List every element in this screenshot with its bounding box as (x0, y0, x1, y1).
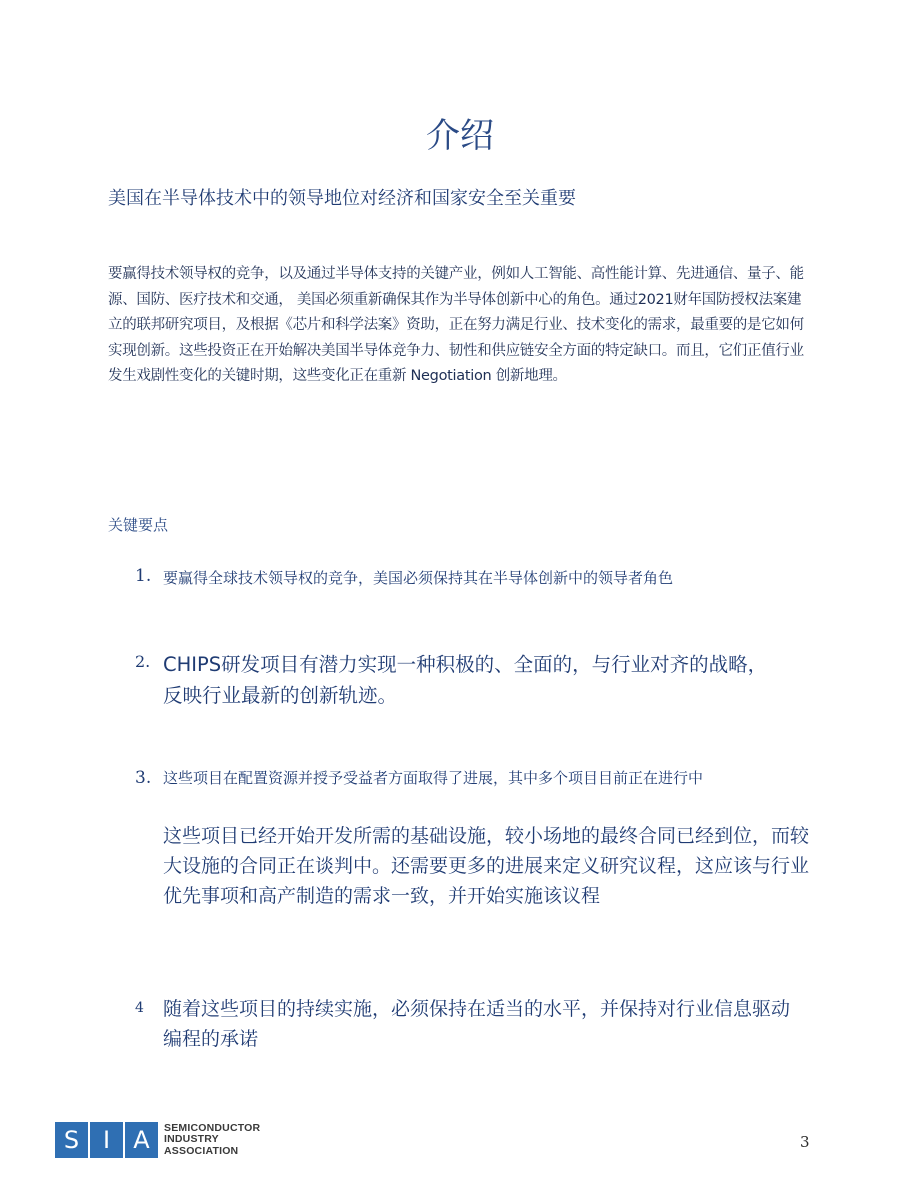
key-point-number: 4 (135, 1000, 144, 1016)
sia-logo (55, 1122, 260, 1158)
page-title: 介绍 (426, 116, 494, 156)
key-point-text: 随着这些项目的持续实施，必须保持在适当的水平，并保持对行业信息驱动编程的承诺 (163, 998, 791, 1050)
key-point-detail: 这些项目已经开始开发所需的基础设施，较小场地的最终合同已经到位，而较大设施的合同正在谈判中。还需要更多的进展来定义研究议程，这应该与行业优先事项和高产制造的需求一致，并开始实施该议程 (163, 825, 810, 907)
key-point-number: 3. (135, 768, 152, 788)
key-point-number: 2. (135, 652, 151, 671)
logo-line: SEMICONDUCTOR (164, 1121, 261, 1134)
logo-line: INDUSTRY (164, 1133, 219, 1146)
key-points-heading: 关键要点 (108, 516, 169, 534)
key-point-text: CHIPS研发项目有潜力实现一种积极的、全面的，与行业对齐的战略，反映行业最新的创新轨迹。 (163, 653, 768, 707)
intro-paragraph: 要赢得技术领导权的竞争，以及通过半导体支持的关键产业，例如人工智能、高性能计算、先进通信、量子、能源、国防、医疗技术和交通， 美国必须重新确保其作为半导体创新中心的角色。通过2021财年国防授权法案建立的联邦研究项目，及根据《芯片和科学法案》资助，正在努力满足行业、技术变化的需求，最重要的是它如何实现创新。这些投资正在开始解决美国半导体竞争力、韧性和供应链安全方面的特定缺口。而且，它们正值行业发生戏剧性变化的关键时期，这些变化正在重新 Negotiation 创新地理。 (108, 266, 804, 385)
page-number: 3 (800, 1133, 810, 1151)
logo-line: ASSOCIATION (164, 1144, 239, 1157)
logo-mark (55, 1122, 160, 1158)
logo-letter: S (55, 1122, 88, 1158)
key-point-number: 1. (135, 566, 152, 586)
logo-letter: I (90, 1122, 123, 1158)
logo-letter: A (125, 1122, 158, 1158)
key-point-text: 要赢得全球技术领导权的竞争，美国必须保持其在半导体创新中的领导者角色 (163, 569, 674, 587)
logo-wordmark (164, 1123, 260, 1158)
subtitle: 美国在半导体技术中的领导地位对经济和国家安全至关重要 (108, 188, 576, 209)
key-point-text: 这些项目在配置资源并授予受益者方面取得了进展，其中多个项目目前正在进行中 (163, 769, 704, 787)
